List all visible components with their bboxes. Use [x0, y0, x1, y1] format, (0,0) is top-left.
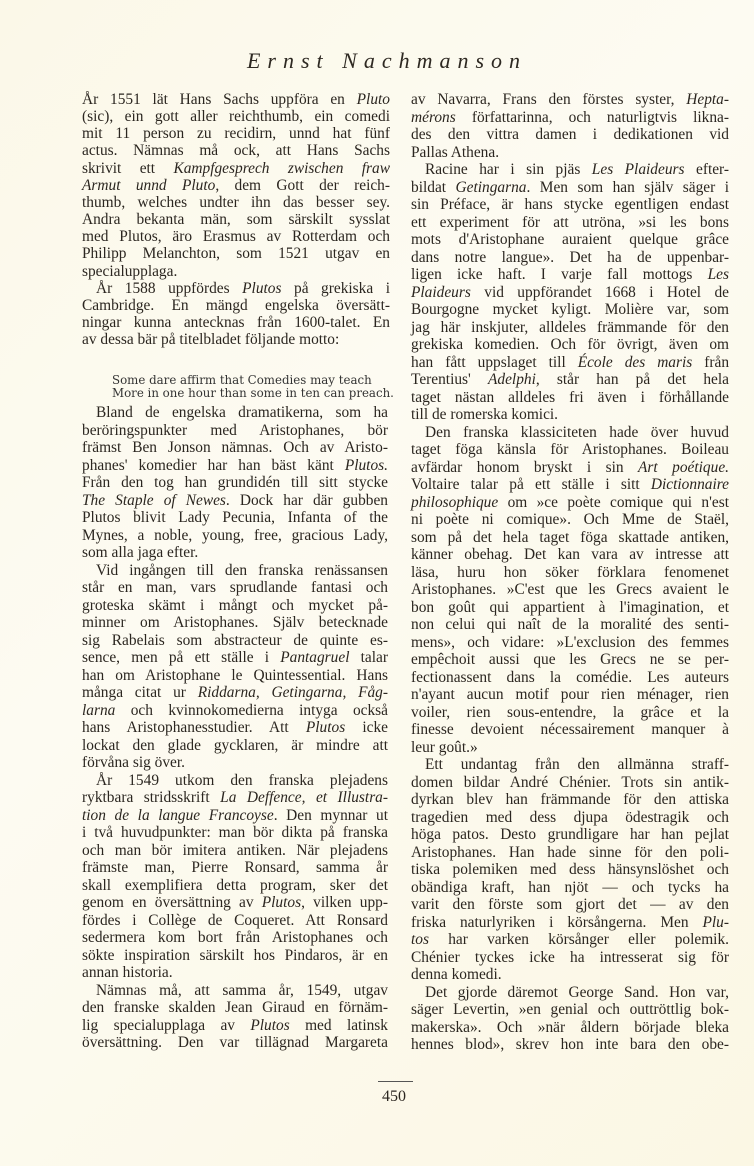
- text-line: [82, 999, 388, 1017]
- text-line: [82, 947, 388, 965]
- text-segment: och kvinnokomedierna intyga också: [115, 701, 388, 719]
- text-segment: actus. Nämnas må ock, att Hans Sachs: [82, 142, 390, 160]
- text-line: [425, 424, 729, 442]
- text-segment: ligen icke haft. I varje fall mottogs: [411, 266, 708, 283]
- text-segment: empêchoit aussi que les Grecs ne se per-: [411, 651, 729, 668]
- text-segment: översättning. Den var tillägnad Margareta: [82, 1034, 388, 1051]
- text-line: [411, 406, 729, 424]
- italic-text: tion de la langue Francoyse: [82, 806, 274, 824]
- text-line: [82, 737, 388, 755]
- text-line: [82, 754, 388, 772]
- italic-text: Plutos.: [344, 456, 388, 474]
- text-segment: , vilken upp-: [301, 894, 388, 911]
- text-line: [411, 879, 729, 897]
- text-segment: bildat: [411, 178, 456, 196]
- text-segment: främst Ben Jonson nämnas. Och av Aristo-: [82, 439, 388, 456]
- text-segment: groteska skämt i mångt och mycket på-: [82, 596, 388, 614]
- text-line: [411, 669, 729, 687]
- text-line: [411, 371, 729, 389]
- text-line: [82, 894, 388, 912]
- text-line: [425, 756, 729, 774]
- text-line: [82, 877, 388, 895]
- text-segment: År 1588 uppfördes: [96, 279, 243, 297]
- text-line: [411, 931, 729, 949]
- text-line: [411, 564, 729, 582]
- text-line: [411, 319, 729, 337]
- italic-text: Armut unnd Pluto: [82, 176, 216, 194]
- text-line: [82, 194, 390, 212]
- text-segment: höga patos. Desto grundligare har han pejlat: [411, 826, 729, 843]
- text-segment: des den vittra damen i dedikationen vid: [411, 126, 729, 143]
- italic-text: Plu-: [702, 913, 729, 931]
- epigraph-line-2: More in one hour than some in ten can preach.: [112, 386, 394, 400]
- italic-text: mérons: [411, 108, 456, 126]
- text-line: [411, 511, 729, 529]
- text-segment: obändiga kraft, han njöt — och tycks ha: [411, 878, 729, 896]
- text-segment: av dessa bär på titelbladet följande motto:: [82, 331, 340, 349]
- text-line: [411, 896, 729, 914]
- text-line: [82, 824, 388, 842]
- text-line: [411, 266, 729, 284]
- page-number: 450: [382, 1088, 406, 1105]
- text-segment: sin Préface, är hans stycke egentligen endast: [411, 196, 729, 213]
- text-line: [82, 245, 390, 263]
- italic-text: Pluto: [356, 91, 390, 108]
- italic-text: Plutos: [250, 1016, 290, 1034]
- epigraph-line-1: Some dare affirm that Comedies may teach: [112, 373, 372, 387]
- italic-text: La Deffence, et Illustra-: [220, 789, 389, 806]
- footer-rule: [378, 1081, 413, 1082]
- text-segment: annan historia.: [82, 964, 173, 981]
- text-line: [411, 214, 729, 232]
- text-line: [411, 196, 729, 214]
- text-segment: han fått uppslaget till: [411, 353, 578, 371]
- text-segment: med latinsk: [289, 1016, 388, 1034]
- text-segment: sence, men på ett ställe i: [82, 649, 281, 666]
- text-line: [411, 914, 729, 932]
- italic-text: Plaideurs: [411, 283, 471, 301]
- text-segment: voiler, rien sous-entendre, la grâce et la: [411, 703, 729, 721]
- text-segment: makerska». Och »när åldern började bleka: [411, 1018, 729, 1036]
- text-line: [411, 704, 729, 722]
- text-line: [411, 179, 729, 197]
- text-line: [411, 354, 729, 372]
- text-line: [411, 284, 729, 302]
- text-segment: till de romerska komici.: [411, 406, 559, 423]
- text-line: [411, 739, 729, 757]
- text-line: [411, 844, 729, 862]
- text-line: [411, 389, 729, 407]
- text-line: [411, 459, 729, 477]
- text-segment: bon goût qui appartient à l'imagination, et: [411, 598, 729, 616]
- text-line: [96, 562, 388, 580]
- text-line: [411, 1001, 729, 1019]
- text-segment: genom en översättning av: [82, 894, 262, 911]
- text-segment: avfärdar honom bryskt i sin: [411, 458, 639, 476]
- italic-text: École des maris: [577, 353, 693, 371]
- text-line: [411, 441, 729, 459]
- text-segment: Aristophanes. Han hade sinne för den poli-: [411, 843, 729, 861]
- text-segment: jag här inskjuter, alldeles främmande för den: [411, 318, 729, 336]
- text-line: [411, 686, 729, 704]
- text-line: [411, 809, 729, 827]
- text-line: [82, 579, 388, 597]
- text-segment: friska naturlyriken i körsångerna. Men: [411, 913, 703, 931]
- text-line: [82, 422, 388, 440]
- text-line: [82, 807, 388, 825]
- text-line: [411, 1019, 729, 1037]
- text-line: [82, 297, 390, 315]
- text-segment: domen bildar André Chénier. Trots sin antik-: [411, 773, 729, 791]
- text-line: [411, 634, 729, 652]
- text-segment: thumb, welches undter ihn das besser sey.: [82, 193, 390, 211]
- text-line: [425, 161, 729, 179]
- text-segment: känner obehag. Det kan vara av intresse att: [411, 546, 729, 563]
- italic-text: The Staple of Newes: [82, 491, 226, 509]
- text-segment: säger Levertin, »en genial och outtröttlig bok-: [411, 1001, 729, 1018]
- text-segment: minner om Aristophanes. Själv betecknade: [82, 614, 388, 631]
- text-line: [82, 912, 388, 930]
- text-segment: hans Aristophanesstudier. Att: [82, 719, 306, 736]
- text-line: [411, 546, 729, 564]
- text-segment: Vid ingången till den franska renässansen: [96, 561, 388, 579]
- text-segment: phanes' komedier har han bäst känt: [82, 456, 345, 474]
- text-segment: fördes i Collège de Coqueret. Att Ronsard: [82, 911, 388, 929]
- text-line: [82, 597, 388, 615]
- text-line: [82, 331, 390, 349]
- text-line: [82, 684, 388, 702]
- text-segment: i två huvudpunkter: man bör dikta på franska: [82, 824, 388, 841]
- text-segment: n'ayant aucun motif pour rien ménager, rien: [411, 686, 729, 703]
- text-line: [82, 527, 388, 545]
- italic-text: Hepta-: [686, 91, 729, 108]
- italic-text: philosophique: [411, 493, 499, 511]
- text-segment: Nämnas må, att samma år, 1549, utgav: [96, 981, 388, 999]
- text-line: [411, 476, 729, 494]
- text-segment: ett experiment för att utröna, »si les bons: [411, 213, 729, 231]
- text-segment: vid uppförandet 1668 i Hotel de: [470, 283, 729, 301]
- text-segment: Mynes, a noble, young, free, gracious Lady,: [82, 526, 388, 544]
- text-segment: mots d'Aristophane auraient quelque grâce: [411, 231, 729, 248]
- text-line: [411, 126, 729, 144]
- text-line: [411, 616, 729, 634]
- text-segment: ryktbara stridsskrift: [82, 789, 221, 806]
- text-segment: non celui qui naît de la moralité des senti-: [411, 616, 729, 633]
- text-line: [411, 1036, 729, 1054]
- text-segment: Den franska klassiciteten hade över huvud: [425, 423, 729, 441]
- text-line: [82, 667, 388, 685]
- text-line: [411, 301, 729, 319]
- text-segment: , står han på det hela: [535, 371, 729, 388]
- text-segment: lockat den glade gycklaren, är mindre att: [82, 736, 388, 754]
- text-line: [411, 774, 729, 792]
- text-line: [82, 474, 388, 492]
- text-line: [411, 826, 729, 844]
- text-line: [411, 581, 729, 599]
- text-segment: Från den tog han grundidén till sitt stycke: [82, 474, 388, 491]
- text-segment: många citat ur: [82, 684, 198, 701]
- text-segment: hennes blod», skrev hon inte bara den obe-: [411, 1036, 729, 1053]
- text-segment: Plutos blivit Lady Pecunia, Infanta of the: [82, 509, 388, 526]
- text-segment: mit 11 person zu recidirn, unnd hat fünf: [82, 125, 390, 143]
- text-segment: Det gjorde däremot George Sand. Hon var,: [425, 983, 729, 1001]
- text-segment: efter-: [684, 161, 729, 178]
- text-line: [82, 789, 388, 807]
- text-segment: ni poète ni comique». Och Mme de Staël,: [411, 511, 729, 528]
- text-segment: sedermera kom bort från Aristophanes och: [82, 929, 388, 946]
- italic-text: Les Plaideurs: [591, 161, 685, 178]
- text-line: [82, 177, 390, 195]
- text-segment: med Plutos, äro Erasmus av Rotterdam och: [82, 228, 390, 246]
- text-line: [411, 529, 729, 547]
- text-line: [82, 509, 388, 527]
- italic-text: Plutos: [261, 894, 302, 911]
- text-line: [411, 721, 729, 739]
- text-line: [82, 614, 388, 632]
- text-line: [82, 228, 390, 246]
- text-segment: Cambridge. En mängd engelska översätt-: [82, 296, 390, 314]
- text-line: [82, 125, 390, 143]
- text-segment: han om Aristophane le Quintessential. Hans: [82, 666, 388, 684]
- text-segment: Terentius': [411, 371, 488, 388]
- text-line: [411, 231, 729, 249]
- text-line: [411, 144, 729, 162]
- text-segment: författarinna, och naturligtvis likna-: [455, 108, 729, 126]
- italic-text: Riddarna, Getingarna, Fåg-: [197, 684, 388, 701]
- text-line: [411, 336, 729, 354]
- text-segment: denna komedi.: [411, 966, 502, 983]
- text-segment: som alla jaga efter.: [82, 544, 199, 561]
- text-segment: talar: [349, 649, 388, 666]
- text-segment: specialupplaga.: [82, 262, 178, 280]
- text-segment: (sic), ein gott aller reichthumb, ein comedi: [82, 108, 390, 126]
- text-segment: icke: [345, 719, 389, 736]
- text-line: [82, 91, 390, 109]
- italic-text: Art poétique.: [638, 458, 730, 476]
- text-line: [82, 457, 388, 475]
- text-segment: Voltaire talar på ett ställe i sitt: [411, 476, 651, 493]
- text-line: [82, 314, 390, 332]
- text-segment: varit den förste som gjort det — av den: [411, 896, 729, 913]
- text-segment: Philipp Melanchton, som 1521 utgav en: [82, 245, 390, 263]
- text-segment: taget föga känsla för Aristophanes. Boileau: [411, 441, 729, 458]
- running-header: Ernst Nachmanson: [246, 48, 528, 73]
- text-line: [411, 949, 729, 967]
- text-line: [82, 1017, 388, 1035]
- text-segment: ningar kunna antecknas från 1600-talet. En: [82, 313, 390, 331]
- text-segment: av Navarra, Frans den förstes syster,: [411, 91, 687, 108]
- text-line: [82, 632, 388, 650]
- text-segment: som på det hela taget föga skattade antiken,: [411, 528, 729, 546]
- text-segment: lig specialupplaga av: [82, 1016, 251, 1034]
- text-segment: taget nästan alldeles fri även i förhållande: [411, 388, 729, 406]
- text-segment: läsa, huru hon söker förklara fenomenet: [411, 563, 729, 581]
- text-line: [411, 966, 729, 984]
- text-segment: Pallas Athena.: [411, 143, 500, 161]
- text-line: [425, 984, 729, 1002]
- text-line: [82, 439, 388, 457]
- text-line: [96, 982, 388, 1000]
- text-segment: År 1551 lät Hans Sachs uppföra en: [82, 91, 357, 108]
- text-line: [96, 772, 388, 790]
- text-line: [82, 929, 388, 947]
- text-segment: dans notre langue». Det ha de uppenbar-: [411, 248, 729, 266]
- text-segment: Andra bekanta män, som särskilt sysslat: [82, 211, 390, 229]
- text-segment: på grekiska i: [281, 279, 390, 297]
- text-line: [82, 211, 390, 229]
- text-segment: Racine har i sin pjäs: [425, 161, 592, 178]
- text-line: [82, 859, 388, 877]
- text-segment: skrivit ett: [82, 159, 174, 177]
- text-segment: mens», och vidare: »L'exclusion des femmes: [411, 633, 729, 651]
- text-segment: . Men som han själv säger i: [526, 178, 729, 196]
- italic-text: Getingarna: [455, 178, 527, 196]
- text-line: [411, 91, 729, 109]
- text-line: [82, 492, 388, 510]
- text-segment: beröringspunkter med Aristophanes, bör: [82, 421, 388, 439]
- text-segment: sig Rabelais som abstracteur de quinte es-: [82, 631, 388, 649]
- text-segment: , dem Gott der reich-: [215, 176, 390, 194]
- text-segment: främste man, Pierre Ronsard, samma år: [82, 859, 388, 876]
- text-line: [82, 649, 388, 667]
- italic-text: Plutos: [242, 279, 282, 297]
- text-segment: Bourgogne mycket kyligt. Molière var, som: [411, 301, 729, 318]
- italic-text: Les: [707, 266, 729, 283]
- text-line: [411, 249, 729, 267]
- text-segment: sökte inspiration särskilt hos Pindaros, är en: [82, 946, 388, 964]
- text-line: [82, 544, 388, 562]
- text-line: [82, 160, 390, 178]
- text-segment: förvåna sig över.: [82, 754, 185, 771]
- text-line: [411, 599, 729, 617]
- text-line: [96, 280, 390, 298]
- italic-text: Dictionnaire: [650, 476, 729, 493]
- text-segment: skall exemplifiera detta program, sker det: [82, 876, 388, 894]
- text-line: [82, 964, 388, 982]
- italic-text: Adelphi: [488, 371, 536, 388]
- text-line: [96, 404, 388, 422]
- text-line: [82, 263, 390, 281]
- text-segment: och man bör imitera antiken. När plejadens: [82, 841, 388, 859]
- text-line: [82, 108, 390, 126]
- text-segment: har varken körsånger eller polemik.: [428, 931, 729, 948]
- text-segment: leur goût.»: [411, 738, 478, 756]
- italic-text: Plutos: [305, 719, 346, 736]
- text-segment: grekiska komedien. Och för övrigt, även om: [411, 336, 729, 353]
- text-segment: står en man, vars sprudlande fantasi och: [82, 579, 388, 596]
- text-segment: om »ce poète comique qui n'est: [498, 493, 729, 511]
- text-line: [411, 494, 729, 512]
- text-line: [411, 109, 729, 127]
- text-segment: från: [692, 353, 730, 371]
- italic-text: Kampfgesprech zwischen fraw: [173, 159, 390, 177]
- text-segment: den franske skalden Jean Giraud en förnäm-: [82, 999, 388, 1016]
- text-segment: Chénier tyckes icke ha intresserat sig för: [411, 948, 729, 966]
- text-line: [82, 702, 388, 720]
- text-line: [82, 142, 390, 160]
- italic-text: tos: [411, 931, 429, 948]
- text-segment: fectionassent dans la comédie. Les auteurs: [411, 668, 729, 686]
- text-line: [82, 1034, 388, 1052]
- text-segment: tragedien med dess djupa ödestragik och: [411, 808, 729, 826]
- text-segment: finesse devoient nécessairement manquer à: [411, 721, 729, 738]
- text-segment: tiska polemiken med dess hänsynslöshet och: [411, 861, 729, 878]
- italic-text: larna: [82, 701, 116, 719]
- text-segment: . Dock har där gubben: [225, 491, 388, 509]
- text-line: [82, 842, 388, 860]
- text-segment: År 1549 utkom den franska plejadens: [96, 771, 388, 789]
- text-segment: Ett undantag från den allmänna straff-: [425, 756, 729, 773]
- text-line: [82, 719, 388, 737]
- text-segment: Bland de engelska dramatikerna, som ha: [96, 404, 388, 421]
- text-line: [411, 651, 729, 669]
- text-segment: Aristophanes. »C'est que les Grecs avaient le: [411, 581, 729, 598]
- text-line: [411, 791, 729, 809]
- italic-text: Pantagruel: [280, 649, 350, 666]
- text-line: [411, 861, 729, 879]
- text-segment: . Den mynnar ut: [273, 806, 388, 824]
- text-segment: dyrkan blev han främmande för den attiska: [411, 791, 729, 808]
